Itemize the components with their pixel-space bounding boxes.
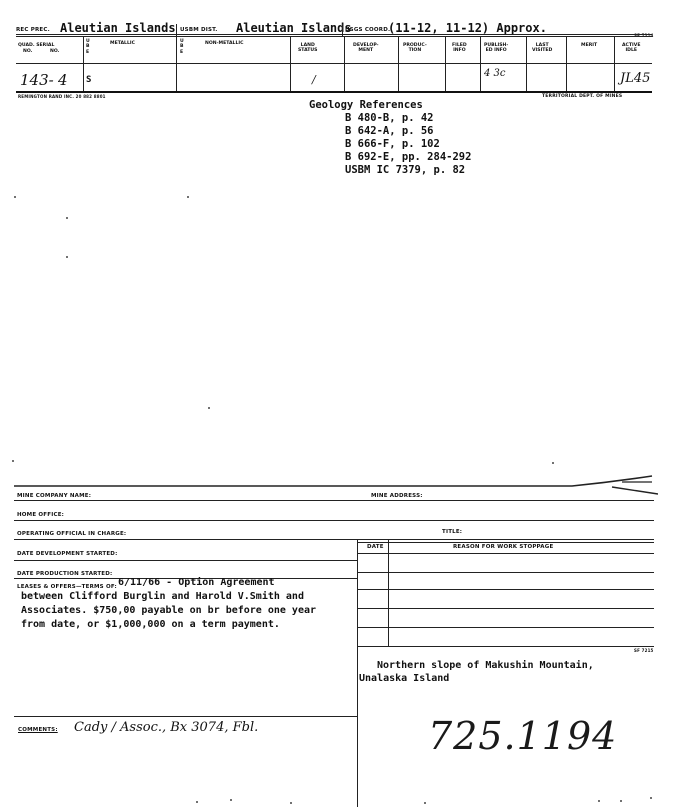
location-line: Unalaska Island bbox=[359, 673, 450, 684]
speck bbox=[12, 460, 14, 462]
speck bbox=[14, 196, 16, 198]
col-land-status: LAND STATUS bbox=[298, 43, 318, 54]
col-merit: MERIT bbox=[581, 43, 598, 48]
geology-title: Geology References bbox=[309, 99, 423, 111]
mine-address-label: MINE ADDRESS: bbox=[371, 493, 423, 499]
geology-ref: B 480-B, p. 42 bbox=[345, 112, 434, 124]
geology-ref: USBM IC 7379, p. 82 bbox=[345, 164, 466, 176]
metallic-code: S bbox=[86, 75, 92, 85]
speck bbox=[187, 196, 189, 198]
title-label: TITLE: bbox=[442, 529, 463, 535]
speck bbox=[290, 802, 292, 804]
geology-ref: B 692-E, pp. 284-292 bbox=[345, 151, 472, 163]
published-info-value: 4 3c bbox=[484, 68, 506, 79]
col-serial-no: NO. bbox=[50, 49, 60, 54]
col-ube-2: U B E bbox=[180, 39, 184, 55]
leases-line: between Clifford Burglin and Harold V.Smith and bbox=[21, 591, 304, 602]
form-number: SF 7214 bbox=[634, 33, 654, 38]
speck bbox=[66, 256, 68, 258]
location-line: Northern slope of Makushin Mountain, bbox=[377, 660, 594, 671]
active-idle-value: JL45 bbox=[620, 71, 651, 86]
speck bbox=[196, 801, 198, 803]
footer-strip-right: TERRITORIAL DEPT. OF MINES bbox=[542, 94, 623, 99]
col-quad-no: NO. bbox=[23, 49, 33, 54]
col-production: PRODUC- TION bbox=[403, 43, 427, 54]
geology-ref: B 642-A, p. 56 bbox=[345, 125, 434, 137]
col-ube-1: U B E bbox=[86, 39, 90, 55]
operating-official-label: OPERATING OFFICIAL IN CHARGE: bbox=[17, 531, 127, 537]
speck bbox=[424, 802, 426, 804]
top-rule bbox=[12, 472, 658, 496]
rec-prec-value: Aleutian Islands bbox=[60, 21, 176, 35]
rec-prec-label: REC PREC. bbox=[16, 27, 50, 33]
quad-value: 143- bbox=[20, 71, 54, 89]
col-published-info: PUBLISH- ED INFO bbox=[484, 43, 509, 54]
land-status-value: / bbox=[312, 73, 316, 86]
speck bbox=[620, 800, 622, 802]
col-last-visited: LAST VISITED bbox=[532, 43, 553, 54]
speck bbox=[598, 800, 600, 802]
leases-line: 6/11/66 - Option Agreement bbox=[118, 577, 275, 588]
speck bbox=[230, 799, 232, 801]
col-development: DEVELOP- MENT bbox=[353, 43, 379, 54]
comments-label: COMMENTS: bbox=[18, 727, 58, 733]
geology-ref: B 666-F, p. 102 bbox=[345, 138, 440, 150]
form-number-2: SF 7215 bbox=[634, 648, 654, 653]
speck bbox=[650, 797, 652, 799]
usbm-dist-label: USBM DIST. bbox=[180, 27, 218, 33]
speck bbox=[552, 462, 554, 464]
col-quad-serial: QUAD. SERIAL bbox=[18, 43, 55, 48]
handwritten-number: 725.1194 bbox=[428, 714, 618, 758]
home-office-label: HOME OFFICE: bbox=[17, 512, 65, 518]
date-production-started-label: DATE PRODUCTION STARTED: bbox=[17, 571, 113, 577]
col-filed-info: FILED INFO bbox=[452, 43, 467, 54]
footer-strip-left: REMINGTON RAND INC. 20 882 8801 bbox=[18, 94, 106, 99]
comments-value: Cady / Assoc., Bx 3074, Fbl. bbox=[74, 720, 259, 735]
usgs-coord-label: USGS COORD. bbox=[345, 27, 391, 33]
date-development-started-label: DATE DEVELOPMENT STARTED: bbox=[17, 551, 118, 557]
mine-company-name-label: MINE COMPANY NAME: bbox=[17, 493, 92, 499]
leases-label: LEASES & OFFERS—TERMS OF: bbox=[17, 584, 117, 590]
speck bbox=[208, 407, 210, 409]
leases-line: from date, or $1,000,000 on a term payment. bbox=[21, 619, 280, 630]
date-col-header: DATE bbox=[367, 544, 384, 550]
reason-col-header: REASON FOR WORK STOPPAGE bbox=[453, 544, 554, 550]
usbm-dist-value: Aleutian Islands bbox=[236, 21, 352, 35]
speck bbox=[66, 217, 68, 219]
col-active-idle: ACTIVE IDLE bbox=[622, 43, 641, 54]
usgs-coord-value: (11-12, 11-12) Approx. bbox=[388, 21, 547, 35]
col-non-metallic: NON-METALLIC bbox=[205, 41, 244, 46]
col-metallic: METALLIC bbox=[110, 41, 135, 46]
leases-line: Associates. $750,00 payable on br before one year bbox=[21, 605, 317, 616]
serial-value: 4 bbox=[58, 71, 68, 89]
